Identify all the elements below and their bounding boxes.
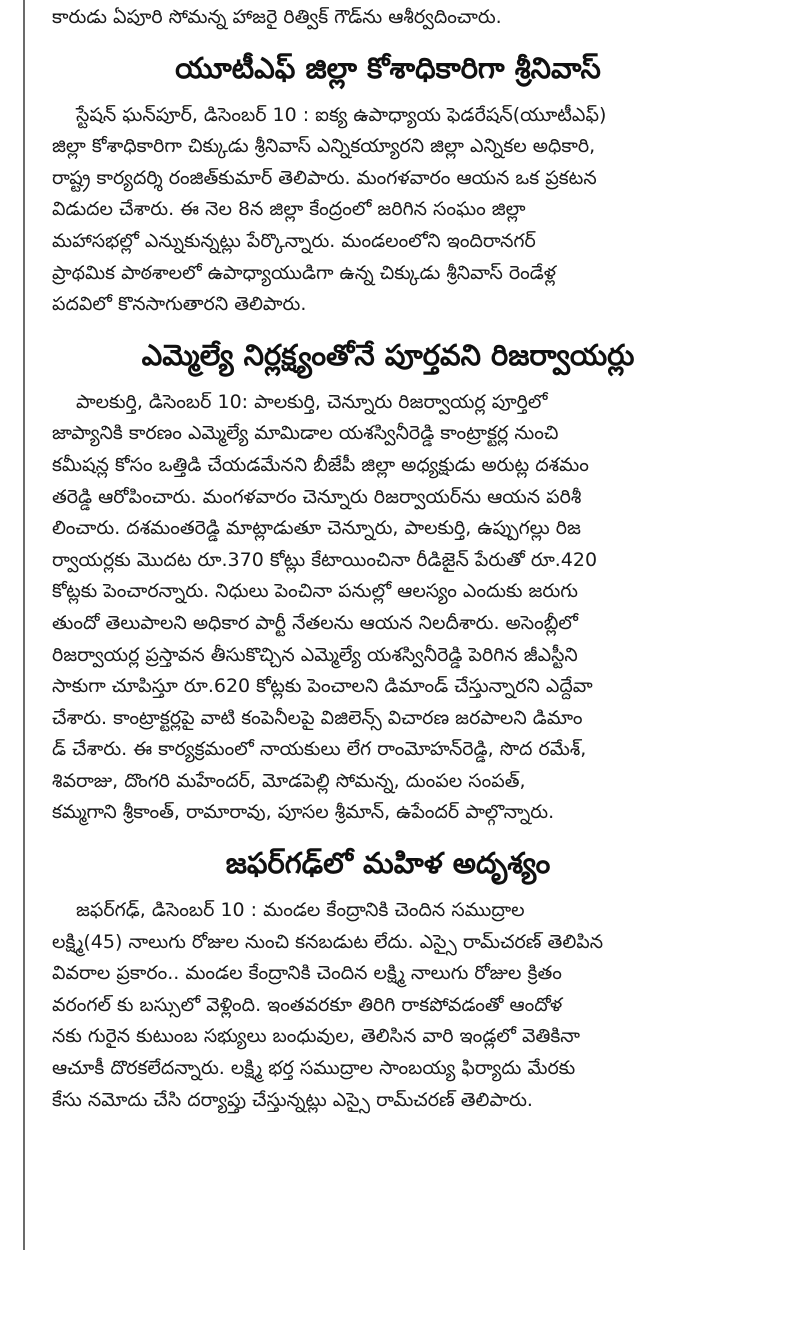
article-text-line: చేశారు. కాంట్రాక్టర్లపై వాటి కంపెనీలపై విజిలెన్స్ విచారణ జరపాలని డిమాం	[52, 706, 583, 729]
article-text-line: కమీషన్ల కోసం ఒత్తిడి చేయడమేనని బీజేపీ జిల్లా అధ్యక్షుడు అరుట్ల దశమం	[52, 453, 589, 476]
article-headline: యూటీఎఫ్ జిల్లా కోశాధికారిగా శ్రీనివాస్	[175, 50, 601, 85]
article-headline: ఎమ్మెల్యే నిర్లక్ష్యంతోనే పూర్తవని రిజర్వాయర్లు	[141, 337, 635, 372]
article-body	[52, 100, 724, 321]
article-text-line: రాష్ట్ర కార్యదర్శి రంజిత్‌కుమార్ తెలిపారు. మంగళవారం ఆయన ఒక ప్రకటన	[52, 166, 597, 189]
article-text-line: వరంగల్ కు బస్సులో వెళ్లింది. ఇంతవరకూ తిరిగి రాకపోవడంతో ఆందోళ	[52, 993, 563, 1016]
article-text-line: పాలకుర్తి, డిసెంబర్ 10: పాలకుర్తి, చెన్నూరు రిజర్వాయర్ల పూర్తిలో	[76, 390, 548, 413]
article-text-line: మహాసభల్లో ఎన్నుకున్నట్లు పేర్కొన్నారు. మండలంలోని ఇందిరానగర్	[52, 229, 536, 252]
article-text-line: కమ్మగాని శ్రీకాంత్, రామారావు, పూసల శ్రీమాన్, ఉపేందర్ పాల్గొన్నారు.	[52, 801, 555, 824]
article-text-line: సాకుగా చూపిస్తూ రూ.620 కోట్లకు పెంచాలని డిమాండ్ చేస్తున్నారని ఎద్దేవా	[52, 675, 593, 698]
article-text-line: ప్రాథమిక పాఠశాలలో ఉపాధ్యాయుడిగా ఉన్న చిక్కుడు శ్రీనివాస్ రెండేళ్ల	[52, 261, 557, 284]
article-text-line: ర్వాయర్లకు మొదట రూ.370 కోట్లు కేటాయించినా రీడిజైన్ పేరుతో రూ.420	[52, 548, 598, 571]
article-mla-reservoirs	[52, 329, 724, 829]
column-divider	[23, 0, 25, 1250]
article-text-line: కోట్లకు పెంచారన్నారు. నిధులు పెంచినా పనుల్లో ఆలస్యం ఎందుకు జరుగు	[52, 580, 578, 603]
article-text-line: డ్ చేశారు. ఈ కార్యక్రమంలో నాయకులు లేగ రాంమోహన్‌రెడ్డి, సొద రమేశ్,	[52, 738, 587, 761]
article-text-line: రిజర్వాయర్ల ప్రస్తావన తీసుకొచ్చిన ఎమ్మెల్యే యశస్వినీరెడ్డి పెరిగిన జీఎస్టీని	[52, 643, 578, 666]
article-text-line: జఫర్‌గఢ్, డిసెంబర్ 10 : మండల కేంద్రానికి చెందిన సముద్రాల	[76, 899, 525, 922]
article-text-line: జిల్లా కోశాధికారిగా చిక్కుడు శ్రీనివాస్ ఎన్నికయ్యారని జిల్లా ఎన్నికల అధికారి,	[52, 135, 596, 158]
article-text-line: తుందో తెలుపాలని అధికార పార్టీ నేతలను ఆయన నిలదీశారు. అసెంబ్లీలో	[52, 611, 578, 634]
article-woman-missing	[52, 837, 724, 1116]
article-text-line: జాప్యానికి కారణం ఎమ్మెల్యే మామిడాల యశస్వినీరెడ్డి కాంట్రాక్టర్ల నుంచి	[52, 422, 559, 445]
article-body	[52, 387, 724, 829]
article-text-line: లక్ష్మి(45) నాలుగు రోజుల నుంచి కనబడుట లేదు. ఎస్సై రామ్‌చరణ్ తెలిపిన	[52, 930, 604, 953]
article-text-line: తరెడ్డి ఆరోపించారు. మంగళవారం చెన్నూరు రిజర్వాయర్‌ను ఆయన పరిశీ	[52, 485, 582, 508]
article-utf-treasurer	[52, 42, 724, 321]
carryover-text-line: కారుడు ఏపూరి సోమన్న హాజరై రిత్విక్ గౌడ్‌ను ఆశీర్వదించారు.	[52, 6, 502, 28]
article-headline: జఫర్‌గఢ్‌లో మహిళ అదృశ్యం	[225, 846, 551, 881]
article-text-line: స్టేషన్ ఘన్‌పూర్, డిసెంబర్ 10 : ఐక్య ఉపాధ్యాయ ఫెడరేషన్(యూటీఎఫ్)	[76, 103, 607, 126]
article-body	[52, 895, 724, 1116]
article-text-line: విడుదల చేశారు. ఈ నెల 8న జిల్లా కేంద్రంలో జరిగిన సంఘం జిల్లా	[52, 198, 526, 221]
article-text-line: ఆచూకీ దొరకలేదన్నారు. లక్ష్మి భర్త సముద్రాల సాంబయ్య ఫిర్యాదు మేరకు	[52, 1057, 576, 1080]
article-text-line: పదవిలో కొనసాగుతారని తెలిపారు.	[52, 293, 307, 316]
article-text-line: నకు గురైన కుటుంబ సభ్యులు బంధువుల, తెలిసిన వారి ఇండ్లలో వెతికినా	[52, 1025, 580, 1048]
article-text-line: శివరాజు, దొంగరి మహేందర్, మోడపెల్లి సోమన్న, దుంపల సంపత్,	[52, 769, 526, 792]
article-text-line: వివరాల ప్రకారం.. మండల కేంద్రానికి చెందిన లక్ష్మి నాలుగు రోజుల క్రితం	[52, 962, 562, 985]
article-text-line: కేసు నమోదు చేసి దర్యాప్తు చేస్తున్నట్లు ఎస్సై రామ్‌చరణ్ తెలిపారు.	[52, 1088, 533, 1111]
article-text-line: లించారు. దశమంతరెడ్డి మాట్లాడుతూ చెన్నూరు, పాలకుర్తి, ఉప్పుగల్లు రిజ	[52, 517, 581, 540]
news-column	[52, 0, 724, 1116]
